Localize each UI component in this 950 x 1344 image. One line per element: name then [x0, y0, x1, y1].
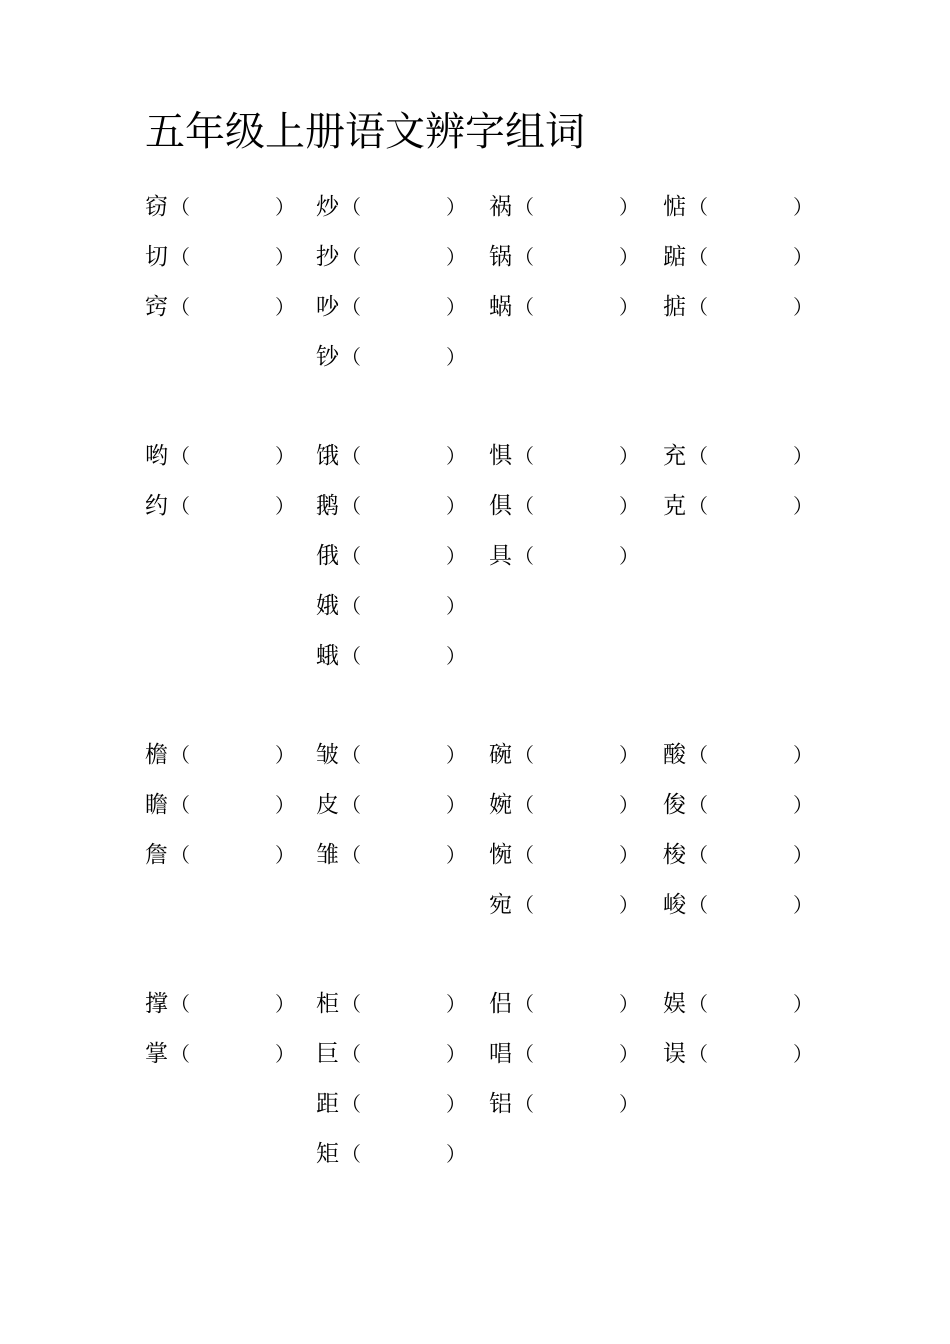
open-paren: （: [514, 843, 534, 867]
open-paren: （: [170, 793, 190, 817]
target-character: 皱: [316, 742, 339, 768]
close-paren: ）: [275, 793, 295, 817]
close-paren: ）: [446, 743, 466, 767]
target-character: 巨: [316, 1041, 339, 1067]
close-paren: ）: [619, 992, 639, 1016]
target-character: 宛: [489, 892, 512, 918]
open-paren: （: [170, 245, 190, 269]
target-character: 柜: [316, 991, 339, 1017]
open-paren: （: [341, 743, 361, 767]
target-character: 婉: [489, 792, 512, 818]
open-paren: （: [514, 793, 534, 817]
open-paren: （: [514, 494, 534, 518]
close-paren: ）: [446, 444, 466, 468]
close-paren: ）: [446, 1042, 466, 1066]
open-paren: （: [170, 1042, 190, 1066]
target-character: 抄: [316, 244, 339, 270]
target-character: 窃: [145, 194, 168, 220]
target-character: 酸: [663, 742, 686, 768]
target-character: 侣: [489, 991, 512, 1017]
target-character: 瞻: [145, 792, 168, 818]
target-character: 峻: [663, 892, 686, 918]
target-character: 俄: [316, 543, 339, 569]
open-paren: （: [514, 992, 534, 1016]
open-paren: （: [688, 1042, 708, 1066]
target-character: 锅: [489, 244, 512, 270]
open-paren: （: [341, 544, 361, 568]
close-paren: ）: [275, 245, 295, 269]
target-character: 掂: [663, 294, 686, 320]
open-paren: （: [514, 743, 534, 767]
open-paren: （: [514, 295, 534, 319]
target-character: 唱: [489, 1041, 512, 1067]
close-paren: ）: [619, 893, 639, 917]
open-paren: （: [514, 893, 534, 917]
open-paren: （: [341, 345, 361, 369]
open-paren: （: [514, 444, 534, 468]
target-character: 鹅: [316, 493, 339, 519]
target-character: 俱: [489, 493, 512, 519]
target-character: 惧: [489, 443, 512, 469]
open-paren: （: [341, 644, 361, 668]
close-paren: ）: [446, 1092, 466, 1116]
close-paren: ）: [446, 594, 466, 618]
close-paren: ）: [793, 245, 813, 269]
close-paren: ）: [275, 843, 295, 867]
close-paren: ）: [793, 743, 813, 767]
open-paren: （: [170, 992, 190, 1016]
close-paren: ）: [446, 195, 466, 219]
close-paren: ）: [446, 544, 466, 568]
open-paren: （: [514, 544, 534, 568]
open-paren: （: [688, 843, 708, 867]
open-paren: （: [514, 195, 534, 219]
close-paren: ）: [619, 295, 639, 319]
close-paren: ）: [619, 444, 639, 468]
close-paren: ）: [793, 843, 813, 867]
open-paren: （: [341, 1142, 361, 1166]
open-paren: （: [341, 195, 361, 219]
close-paren: ）: [793, 195, 813, 219]
close-paren: ）: [275, 444, 295, 468]
target-character: 撑: [145, 991, 168, 1017]
target-character: 铝: [489, 1091, 512, 1117]
target-character: 雏: [316, 842, 339, 868]
open-paren: （: [341, 494, 361, 518]
open-paren: （: [688, 992, 708, 1016]
target-character: 娱: [663, 991, 686, 1017]
close-paren: ）: [793, 992, 813, 1016]
close-paren: ）: [793, 893, 813, 917]
close-paren: ）: [446, 843, 466, 867]
target-character: 哟: [145, 443, 168, 469]
open-paren: （: [170, 743, 190, 767]
close-paren: ）: [619, 544, 639, 568]
open-paren: （: [341, 444, 361, 468]
close-paren: ）: [446, 992, 466, 1016]
close-paren: ）: [275, 992, 295, 1016]
target-character: 皮: [316, 792, 339, 818]
target-character: 具: [489, 543, 512, 569]
target-character: 惦: [663, 194, 686, 220]
open-paren: （: [688, 444, 708, 468]
target-character: 约: [145, 493, 168, 519]
open-paren: （: [341, 245, 361, 269]
open-paren: （: [341, 843, 361, 867]
open-paren: （: [341, 992, 361, 1016]
close-paren: ）: [446, 245, 466, 269]
target-character: 克: [663, 493, 686, 519]
target-character: 檐: [145, 742, 168, 768]
open-paren: （: [341, 1042, 361, 1066]
close-paren: ）: [793, 494, 813, 518]
close-paren: ）: [793, 444, 813, 468]
open-paren: （: [688, 494, 708, 518]
close-paren: ）: [446, 345, 466, 369]
open-paren: （: [688, 295, 708, 319]
close-paren: ）: [275, 494, 295, 518]
close-paren: ）: [446, 1142, 466, 1166]
close-paren: ）: [275, 195, 295, 219]
open-paren: （: [688, 245, 708, 269]
open-paren: （: [688, 743, 708, 767]
target-character: 梭: [663, 842, 686, 868]
target-character: 俊: [663, 792, 686, 818]
target-character: 蛾: [316, 643, 339, 669]
target-character: 距: [316, 1091, 339, 1117]
target-character: 掌: [145, 1041, 168, 1067]
open-paren: （: [514, 1092, 534, 1116]
target-character: 误: [663, 1041, 686, 1067]
close-paren: ）: [275, 743, 295, 767]
target-character: 娥: [316, 593, 339, 619]
open-paren: （: [170, 843, 190, 867]
target-character: 饿: [316, 443, 339, 469]
open-paren: （: [170, 444, 190, 468]
target-character: 钞: [316, 344, 339, 370]
target-character: 祸: [489, 194, 512, 220]
open-paren: （: [341, 793, 361, 817]
open-paren: （: [170, 494, 190, 518]
close-paren: ）: [619, 195, 639, 219]
open-paren: （: [341, 1092, 361, 1116]
close-paren: ）: [619, 245, 639, 269]
target-character: 惋: [489, 842, 512, 868]
open-paren: （: [688, 195, 708, 219]
open-paren: （: [688, 893, 708, 917]
close-paren: ）: [619, 843, 639, 867]
close-paren: ）: [619, 1042, 639, 1066]
open-paren: （: [514, 245, 534, 269]
close-paren: ）: [793, 295, 813, 319]
target-character: 充: [663, 443, 686, 469]
close-paren: ）: [446, 494, 466, 518]
target-character: 碗: [489, 742, 512, 768]
target-character: 踮: [663, 244, 686, 270]
close-paren: ）: [619, 1092, 639, 1116]
close-paren: ）: [619, 494, 639, 518]
close-paren: ）: [793, 1042, 813, 1066]
close-paren: ）: [275, 295, 295, 319]
close-paren: ）: [446, 793, 466, 817]
open-paren: （: [341, 295, 361, 319]
close-paren: ）: [793, 793, 813, 817]
open-paren: （: [514, 1042, 534, 1066]
page-title: 五年级上册语文辨字组词: [145, 109, 585, 155]
target-character: 蜗: [489, 294, 512, 320]
close-paren: ）: [619, 743, 639, 767]
open-paren: （: [170, 195, 190, 219]
target-character: 詹: [145, 842, 168, 868]
close-paren: ）: [446, 295, 466, 319]
target-character: 炒: [316, 194, 339, 220]
target-character: 矩: [316, 1141, 339, 1167]
open-paren: （: [170, 295, 190, 319]
close-paren: ）: [446, 644, 466, 668]
close-paren: ）: [619, 793, 639, 817]
open-paren: （: [341, 594, 361, 618]
close-paren: ）: [275, 1042, 295, 1066]
open-paren: （: [688, 793, 708, 817]
target-character: 切: [145, 244, 168, 270]
target-character: 窍: [145, 294, 168, 320]
target-character: 吵: [316, 294, 339, 320]
